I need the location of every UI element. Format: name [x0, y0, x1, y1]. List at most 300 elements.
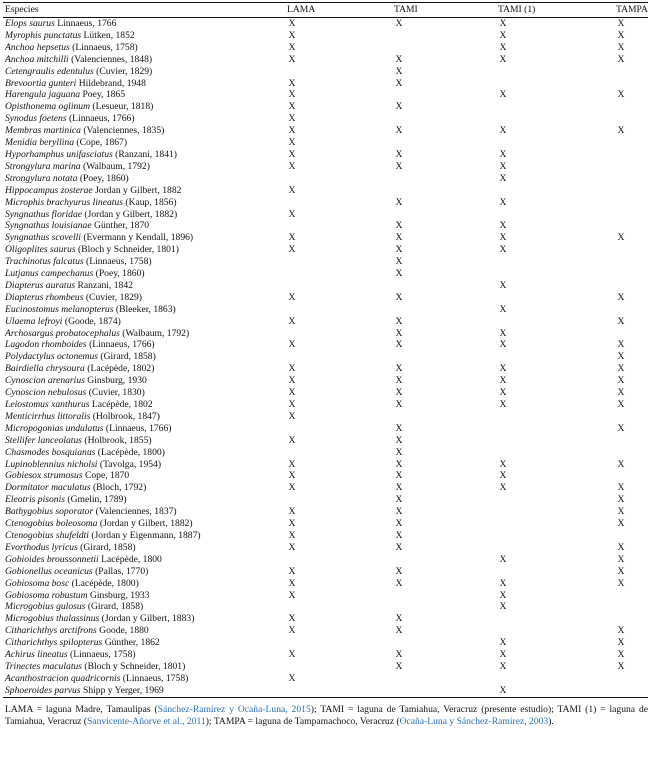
presence-cell-tampa — [614, 197, 648, 209]
presence-mark: X — [617, 565, 625, 577]
table-row — [3, 518, 648, 530]
species-scientific-name: Anchoa mitchilli — [5, 53, 69, 65]
species-cell — [3, 316, 285, 328]
table-row — [3, 351, 648, 363]
presence-cell-tami1 — [496, 280, 614, 292]
presence-mark: X — [288, 529, 296, 541]
presence-cell-lama — [285, 482, 392, 494]
presence-cell-lama — [285, 161, 392, 173]
presence-cell-lama — [285, 232, 392, 244]
presence-mark: X — [288, 375, 296, 387]
species-scientific-name: Synodus foetens — [5, 113, 67, 125]
species-authority: (Cuvier, 1830) — [88, 387, 145, 399]
presence-cell-tami1 — [496, 601, 614, 613]
presence-cell-tami — [392, 209, 496, 221]
presence-cell-tami1 — [496, 482, 614, 494]
presence-cell-tami1 — [496, 137, 614, 149]
presence-cell-tami — [392, 220, 496, 232]
species-authority: (Lacépède, 1802) — [87, 363, 155, 375]
species-authority: (Tavolga, 1954) — [99, 458, 162, 470]
table-row — [3, 244, 648, 256]
species-authority: (Jordan y Gilbert, 1883) — [101, 613, 195, 625]
presence-cell-tami — [392, 578, 496, 590]
presence-cell-tami1 — [496, 268, 614, 280]
species-scientific-name: Stellifer lanceolatus — [5, 434, 83, 446]
presence-mark: X — [617, 363, 625, 375]
presence-cell-tami — [392, 89, 496, 101]
presence-mark: X — [617, 649, 625, 661]
presence-cell-tampa — [614, 268, 648, 280]
presence-mark: X — [395, 422, 403, 434]
header-tami: TAMI — [394, 4, 418, 15]
presence-cell-tampa — [614, 613, 648, 625]
presence-mark: X — [288, 232, 296, 244]
presence-cell-lama — [285, 363, 392, 375]
species-scientific-name: Acanthostracion quadricornis — [5, 672, 121, 684]
presence-cell-tami — [392, 316, 496, 328]
presence-cell-lama — [285, 42, 392, 54]
presence-cell-tami — [392, 518, 496, 530]
species-authority: Günther, 1862 — [104, 637, 160, 649]
header-lama: LAMA — [287, 4, 316, 15]
presence-mark: X — [288, 208, 296, 220]
presence-cell-tami1 — [496, 578, 614, 590]
presence-cell-tampa — [614, 42, 648, 54]
presence-mark: X — [395, 565, 403, 577]
presence-cell-tami — [392, 447, 496, 459]
species-scientific-name: Syngnathus floridae — [5, 208, 83, 220]
presence-cell-tami — [392, 30, 496, 42]
presence-cell-tami1 — [496, 244, 614, 256]
presence-mark: X — [288, 506, 296, 518]
presence-cell-tampa — [614, 578, 648, 590]
species-cell — [3, 518, 285, 530]
species-scientific-name: Lupinoblennius nicholsi — [5, 458, 98, 470]
species-cell — [3, 328, 285, 340]
presence-cell-tami1 — [496, 78, 614, 90]
species-cell — [3, 256, 285, 268]
table-row — [3, 637, 648, 649]
presence-cell-lama — [285, 661, 392, 673]
species-cell — [3, 244, 285, 256]
presence-mark: X — [617, 89, 625, 101]
species-authority: (Valenciennes, 1848) — [71, 53, 153, 65]
presence-cell-lama — [285, 54, 392, 66]
species-authority: (Cuvier, 1829) — [85, 291, 142, 303]
species-authority: (Bloch y Schneider, 1801) — [78, 244, 179, 256]
species-authority: (Linnaeus, 1758) — [86, 256, 152, 268]
presence-mark: X — [499, 482, 507, 494]
presence-cell-lama — [285, 447, 392, 459]
presence-mark: X — [499, 172, 507, 184]
species-scientific-name: Brevoortia gunteri — [5, 77, 77, 89]
presence-mark: X — [395, 244, 403, 256]
presence-cell-tami — [392, 244, 496, 256]
presence-cell-lama — [285, 304, 392, 316]
species-cell — [3, 399, 285, 411]
presence-cell-tami — [392, 351, 496, 363]
species-authority: (Walbaum, 1792) — [122, 327, 190, 339]
species-scientific-name: Myrophis punctatus — [5, 29, 82, 41]
species-scientific-name: Microphis brachyurus lineatus — [5, 196, 123, 208]
presence-mark: X — [288, 387, 296, 399]
presence-mark: X — [395, 577, 403, 589]
presence-cell-tampa — [614, 435, 648, 447]
presence-cell-tampa — [614, 482, 648, 494]
presence-cell-lama — [285, 268, 392, 280]
table-row — [3, 149, 648, 161]
presence-cell-tami — [392, 101, 496, 113]
presence-mark: X — [288, 315, 296, 327]
presence-mark: X — [617, 660, 625, 672]
presence-cell-lama — [285, 637, 392, 649]
presence-mark: X — [288, 244, 296, 256]
presence-cell-lama — [285, 209, 392, 221]
presence-cell-tampa — [614, 649, 648, 661]
presence-cell-tami1 — [496, 339, 614, 351]
species-cell — [3, 601, 285, 613]
presence-mark: X — [288, 125, 296, 137]
presence-mark: X — [499, 458, 507, 470]
table-legend — [3, 704, 648, 728]
presence-mark: X — [395, 53, 403, 65]
species-scientific-name: Archosargus probatocephalus — [5, 327, 120, 339]
presence-mark: X — [499, 470, 507, 482]
species-cell — [3, 220, 285, 232]
species-authority: (Lacépède, 1800) — [71, 577, 139, 589]
species-authority: (Walbaum, 1792) — [83, 160, 150, 172]
presence-cell-tami1 — [496, 149, 614, 161]
presence-cell-tampa — [614, 423, 648, 435]
presence-cell-lama — [285, 387, 392, 399]
presence-cell-tampa — [614, 304, 648, 316]
species-scientific-name: Ctenogobius boleosoma — [5, 518, 98, 530]
table-row — [3, 232, 648, 244]
presence-cell-lama — [285, 459, 392, 471]
species-cell — [3, 685, 285, 697]
species-cell — [3, 649, 285, 661]
table-row — [3, 161, 648, 173]
species-authority: (Linnaeus, 1766) — [68, 113, 135, 125]
presence-mark: X — [288, 101, 296, 113]
presence-cell-lama — [285, 173, 392, 185]
species-scientific-name: Syngnathus scovelli — [5, 232, 81, 244]
presence-cell-lama — [285, 590, 392, 602]
presence-cell-tampa — [614, 554, 648, 566]
presence-cell-tami1 — [496, 113, 614, 125]
species-scientific-name: Cynoscion arenarius — [5, 375, 85, 387]
presence-cell-tampa — [614, 363, 648, 375]
presence-cell-tampa — [614, 411, 648, 423]
presence-mark: X — [499, 196, 507, 208]
presence-mark: X — [617, 577, 625, 589]
species-scientific-name: Menidia beryllina — [5, 137, 75, 149]
species-scientific-name: Achirus lineatus — [5, 649, 68, 661]
legend-tami1-ref-link[interactable]: Sanvicente-Añorve et al., 2011 — [87, 715, 206, 727]
presence-cell-tami — [392, 137, 496, 149]
species-cell — [3, 613, 285, 625]
species-authority: (Linnaeus, 1758) — [70, 649, 136, 661]
presence-mark: X — [395, 482, 403, 494]
species-cell — [3, 125, 285, 137]
table-row — [3, 506, 648, 518]
presence-cell-tampa — [614, 173, 648, 185]
presence-cell-tami1 — [496, 173, 614, 185]
presence-cell-tampa — [614, 387, 648, 399]
presence-mark: X — [395, 291, 403, 303]
presence-cell-lama — [285, 316, 392, 328]
presence-cell-lama — [285, 411, 392, 423]
presence-cell-tami1 — [496, 459, 614, 471]
presence-mark: X — [499, 577, 507, 589]
table-row — [3, 30, 648, 42]
species-scientific-name: Lutjanus campechanus — [5, 268, 94, 280]
presence-mark: X — [288, 77, 296, 89]
header-especies: Especies — [5, 4, 39, 15]
table-row — [3, 459, 648, 471]
presence-mark: X — [288, 113, 296, 125]
presence-cell-lama — [285, 470, 392, 482]
table-row — [3, 339, 648, 351]
species-cell — [3, 673, 285, 685]
species-authority: (Poey, 1860) — [95, 268, 145, 280]
presence-mark: X — [499, 684, 507, 696]
table-row — [3, 173, 648, 185]
presence-mark: X — [395, 506, 403, 518]
presence-cell-tami — [392, 625, 496, 637]
presence-cell-tampa — [614, 470, 648, 482]
presence-mark: X — [499, 387, 507, 399]
presence-cell-tami — [392, 435, 496, 447]
presence-cell-lama — [285, 518, 392, 530]
presence-cell-tami — [392, 149, 496, 161]
presence-cell-tampa — [614, 316, 648, 328]
presence-mark: X — [395, 148, 403, 160]
presence-cell-tampa — [614, 209, 648, 221]
presence-cell-tami1 — [496, 399, 614, 411]
species-cell — [3, 232, 285, 244]
species-scientific-name: Leiostomus xanthurus — [5, 399, 90, 410]
species-authority: (Evermann y Kendall, 1896) — [83, 232, 194, 244]
species-authority: (Linnaeus, 1758) — [122, 672, 189, 684]
species-cell — [3, 590, 285, 602]
species-cell — [3, 375, 285, 387]
species-cell — [3, 54, 285, 66]
species-authority: (Poey, 1860) — [79, 172, 129, 184]
presence-mark: X — [499, 29, 507, 41]
presence-cell-tampa — [614, 101, 648, 113]
species-cell — [3, 30, 285, 42]
presence-cell-tami — [392, 506, 496, 518]
presence-cell-tampa — [614, 30, 648, 42]
table-row — [3, 363, 648, 375]
presence-mark: X — [499, 303, 507, 315]
table-row — [3, 399, 648, 411]
species-scientific-name: Gobioides broussonnetii — [5, 553, 99, 565]
presence-cell-tampa — [614, 530, 648, 542]
species-cell — [3, 387, 285, 399]
presence-cell-tampa — [614, 661, 648, 673]
presence-cell-lama — [285, 578, 392, 590]
species-cell — [3, 435, 285, 447]
legend-lama-ref-link[interactable]: Sánchez-Ramírez y Ocaña-Luna, 2015 — [157, 703, 311, 715]
presence-mark: X — [395, 649, 403, 661]
presence-cell-tami1 — [496, 506, 614, 518]
presence-mark: X — [617, 506, 625, 518]
presence-cell-lama — [285, 30, 392, 42]
species-authority: Ginsburg, 1930 — [87, 375, 147, 387]
species-cell — [3, 494, 285, 506]
presence-cell-tami1 — [496, 590, 614, 602]
species-cell — [3, 209, 285, 221]
species-scientific-name: Citharichthys spilopterus — [5, 637, 103, 649]
presence-cell-tami1 — [496, 316, 614, 328]
species-cell — [3, 411, 285, 423]
presence-mark: X — [617, 541, 625, 553]
species-cell — [3, 578, 285, 590]
presence-cell-tampa — [614, 54, 648, 66]
presence-mark: X — [395, 470, 403, 482]
presence-cell-lama — [285, 78, 392, 90]
table-row — [3, 89, 648, 101]
presence-mark: X — [395, 518, 403, 530]
presence-cell-tami — [392, 459, 496, 471]
presence-mark: X — [499, 601, 507, 613]
presence-cell-tami1 — [496, 518, 614, 530]
presence-cell-tami — [392, 197, 496, 209]
presence-mark: X — [395, 220, 403, 232]
presence-cell-tami1 — [496, 542, 614, 554]
presence-cell-tami — [392, 78, 496, 90]
presence-cell-tami — [392, 470, 496, 482]
species-scientific-name: Membras martinica — [5, 125, 81, 137]
species-authority: (Linnaeus, 1758) — [72, 41, 138, 53]
presence-cell-tampa — [614, 280, 648, 292]
presence-mark: X — [617, 339, 625, 351]
species-authority: (Girard, 1858) — [100, 351, 156, 363]
table-row — [3, 470, 648, 482]
table-row — [3, 18, 648, 30]
species-cell — [3, 292, 285, 304]
species-scientific-name: Elops saurus — [5, 18, 55, 29]
presence-mark: X — [499, 327, 507, 339]
presence-cell-tami1 — [496, 470, 614, 482]
presence-cell-tami — [392, 637, 496, 649]
table-row — [3, 482, 648, 494]
presence-mark: X — [499, 399, 507, 410]
presence-cell-tampa — [614, 637, 648, 649]
table-row — [3, 66, 648, 78]
presence-mark: X — [617, 422, 625, 434]
presence-cell-tampa — [614, 232, 648, 244]
species-scientific-name: Syngnathus louisianae — [5, 220, 92, 232]
table-row — [3, 125, 648, 137]
species-scientific-name: Chasmodes bosquianus — [5, 446, 96, 458]
presence-cell-tampa — [614, 494, 648, 506]
presence-cell-tami1 — [496, 661, 614, 673]
presence-cell-tami1 — [496, 304, 614, 316]
table-row — [3, 185, 648, 197]
table-row — [3, 601, 648, 613]
presence-cell-lama — [285, 649, 392, 661]
table-row — [3, 137, 648, 149]
species-scientific-name: Diapterus rhombeus — [5, 291, 84, 303]
table-row — [3, 268, 648, 280]
presence-cell-tami — [392, 530, 496, 542]
presence-cell-tami — [392, 601, 496, 613]
presence-cell-tampa — [614, 328, 648, 340]
table-row — [3, 613, 648, 625]
table-header-row — [3, 3, 648, 18]
species-scientific-name: Ulaema lefroyi — [5, 315, 63, 327]
species-authority: (Kaup, 1856) — [125, 196, 177, 208]
table-row — [3, 316, 648, 328]
presence-mark: X — [395, 458, 403, 470]
presence-mark: X — [288, 565, 296, 577]
presence-cell-tami1 — [496, 292, 614, 304]
species-authority: Linnaeus, 1766 — [57, 18, 117, 29]
species-scientific-name: Gobiosoma robustum — [5, 589, 88, 601]
presence-mark: X — [499, 220, 507, 232]
presence-cell-lama — [285, 613, 392, 625]
presence-cell-tami1 — [496, 197, 614, 209]
species-scientific-name: Hippocampus zosterae — [5, 184, 93, 196]
presence-cell-tami — [392, 54, 496, 66]
presence-cell-tami1 — [496, 530, 614, 542]
presence-cell-tami1 — [496, 673, 614, 685]
presence-mark: X — [617, 351, 625, 363]
presence-mark: X — [617, 53, 625, 65]
presence-cell-lama — [285, 423, 392, 435]
presence-cell-lama — [285, 18, 392, 30]
presence-cell-lama — [285, 185, 392, 197]
presence-cell-tami1 — [496, 89, 614, 101]
legend-tami-def: ); TAMI = laguna de Tamiahua, Veracruz (presente estudio); TAMI (1) = laguna de Tamiahua, Veracruz ( — [5, 703, 649, 727]
presence-cell-tami — [392, 566, 496, 578]
presence-mark: X — [617, 232, 625, 244]
table-row — [3, 220, 648, 232]
presence-cell-tami — [392, 125, 496, 137]
table-row — [3, 42, 648, 54]
legend-tampa-ref-link[interactable]: Ocaña-Luna y Sánchez-Ramírez, 2003 — [399, 715, 549, 727]
legend-end: ). — [548, 715, 554, 727]
presence-cell-lama — [285, 89, 392, 101]
presence-cell-tampa — [614, 518, 648, 530]
species-scientific-name: Lagodon rhomboides — [5, 339, 87, 351]
species-authority: (Linnaeus, 1766) — [89, 339, 155, 351]
species-authority: Lacépède, 1800 — [101, 553, 162, 565]
presence-cell-tampa — [614, 149, 648, 161]
species-table-document — [3, 2, 648, 737]
presence-cell-lama — [285, 601, 392, 613]
presence-mark: X — [499, 339, 507, 351]
species-authority: Hildebrand, 1948 — [78, 77, 146, 89]
species-authority: (Lesueur, 1818) — [92, 101, 154, 113]
presence-mark: X — [395, 65, 403, 77]
presence-mark: X — [288, 541, 296, 553]
presence-cell-tami — [392, 304, 496, 316]
presence-mark: X — [395, 625, 403, 637]
species-cell — [3, 185, 285, 197]
presence-mark: X — [395, 375, 403, 387]
table-row — [3, 494, 648, 506]
presence-mark: X — [617, 291, 625, 303]
species-cell — [3, 470, 285, 482]
presence-cell-tami1 — [496, 42, 614, 54]
presence-cell-tami — [392, 482, 496, 494]
species-authority: (Jordan y Gilbert, 1882) — [84, 208, 178, 220]
species-authority: (Holbrook, 1847) — [92, 410, 160, 422]
